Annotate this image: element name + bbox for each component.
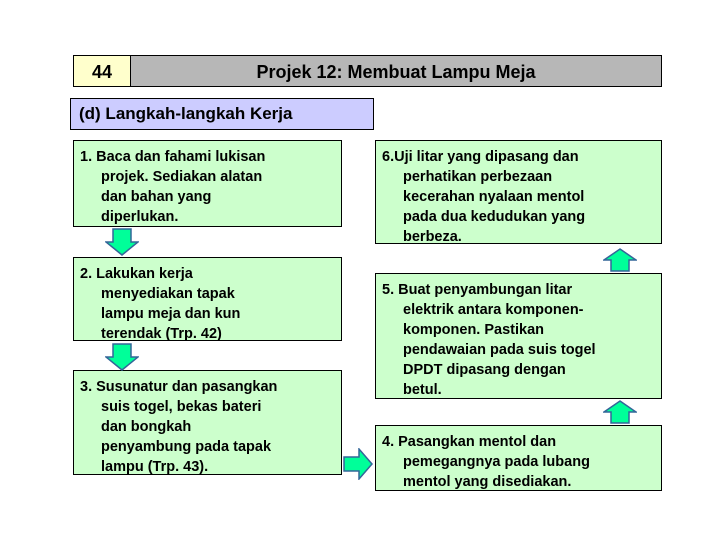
step-3-line: lampu (Trp. 43). bbox=[101, 459, 209, 475]
project-title: Projek 12: Membuat Lampu Meja bbox=[131, 55, 662, 87]
step-3-line: penyambung pada tapak bbox=[101, 439, 272, 455]
step-4-line: 4. Pasangkan mentol dan bbox=[382, 434, 557, 450]
step-6-box bbox=[375, 140, 662, 244]
step-4-line: pemegangnya pada lubang bbox=[403, 454, 590, 470]
step-3-box bbox=[73, 370, 342, 475]
step-3-line: suis togel, bekas bateri bbox=[101, 399, 262, 415]
step-3-line: 3. Susunatur dan pasangkan bbox=[80, 379, 278, 395]
arrow-down-icon bbox=[105, 228, 139, 256]
step-5-line: DPDT dipasang dengan bbox=[403, 362, 566, 378]
step-4-box bbox=[375, 425, 662, 491]
step-6-line: berbeza. bbox=[403, 229, 462, 245]
step-5-line: pendawaian pada suis togel bbox=[403, 342, 596, 358]
step-1-line: 1. Baca dan fahami lukisan bbox=[80, 149, 266, 165]
arrow-down-icon bbox=[105, 343, 139, 371]
step-1-line: diperlukan. bbox=[101, 209, 179, 225]
step-5-line: komponen. Pastikan bbox=[403, 322, 545, 338]
step-5-line: betul. bbox=[403, 382, 442, 398]
step-2-box bbox=[73, 257, 342, 341]
step-2-line: 2. Lakukan kerja bbox=[80, 266, 193, 282]
step-2-line: menyediakan tapak bbox=[101, 286, 235, 302]
step-5-line: elektrik antara komponen- bbox=[403, 302, 584, 318]
step-6-line: perhatikan perbezaan bbox=[403, 169, 553, 185]
step-1-box bbox=[73, 140, 342, 227]
step-6-line: 6.Uji litar yang dipasang dan bbox=[382, 149, 579, 165]
step-5-box bbox=[375, 273, 662, 399]
step-2-line: lampu meja dan kun bbox=[101, 306, 241, 322]
step-1-line: projek. Sediakan alatan bbox=[101, 169, 263, 185]
step-2-line: terendak (Trp. 42) bbox=[101, 326, 222, 342]
arrow-up-icon bbox=[603, 248, 637, 272]
step-6-line: pada dua kedudukan yang bbox=[403, 209, 586, 225]
arrow-right-icon bbox=[343, 448, 373, 480]
step-3-line: dan bongkah bbox=[101, 419, 192, 435]
section-heading: (d) Langkah-langkah Kerja bbox=[70, 98, 374, 130]
step-4-line: mentol yang disediakan. bbox=[403, 474, 572, 490]
step-1-line: dan bahan yang bbox=[101, 189, 212, 205]
step-6-line: kecerahan nyalaan mentol bbox=[403, 189, 585, 205]
arrow-up-icon bbox=[603, 400, 637, 424]
project-number: 44 bbox=[73, 55, 131, 87]
step-5-line: 5. Buat penyambungan litar bbox=[382, 282, 573, 298]
